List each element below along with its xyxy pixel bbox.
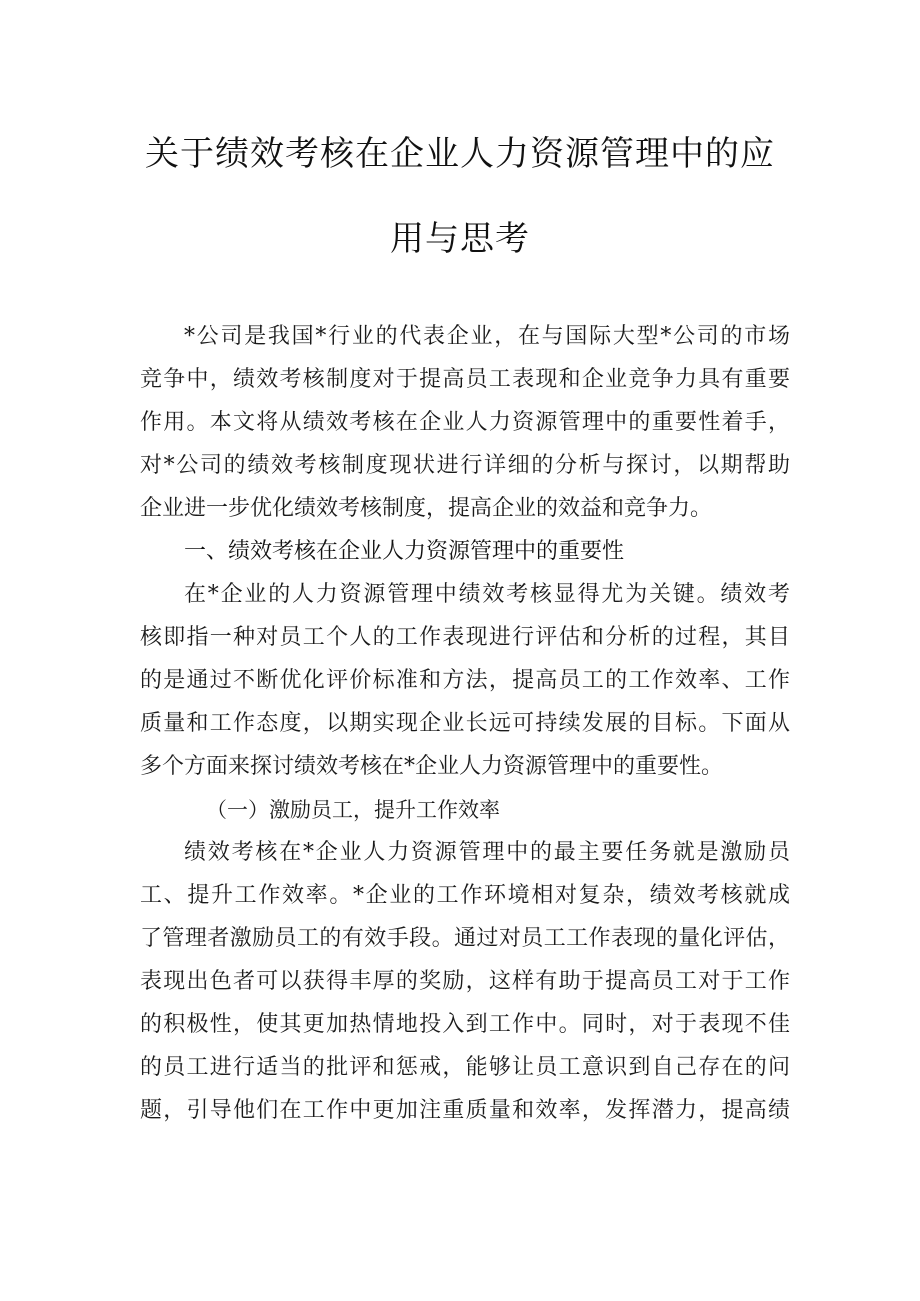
intro-line: 作用。本文将从绩效考核在企业人力资源管理中的重要性着手， [140,410,790,435]
subsection-line: 的积极性，使其更加热情地投入到工作中。同时，对于表现不佳 [140,1012,790,1037]
subsection-line: 绩效考核在*企业人力资源管理中的最主要任务就是激励员 [184,840,790,865]
section-line: 质量和工作态度，以期实现企业长远可持续发展的目标。下面从 [140,711,790,736]
subsection-heading: （一）激励员工，提升工作效率 [206,798,500,822]
intro-line: 企业进一步优化绩效考核制度，提高企业的效益和竞争力。 [140,496,713,521]
document-title-line-1: 关于绩效考核在企业人力资源管理中的应 [145,134,775,174]
subsection-line: 了管理者激励员工的有效手段。通过对员工工作表现的量化评估， [140,926,790,951]
document-title-line-2: 用与思考 [390,219,530,259]
subsection-line: 的员工进行适当的批评和惩戒，能够让员工意识到自己存在的问 [140,1055,790,1080]
intro-line: 竞争中，绩效考核制度对于提高员工表现和企业竞争力具有重要 [140,367,790,392]
section-heading: 一、绩效考核在企业人力资源管理中的重要性 [184,539,625,564]
subsection-line: 题，引导他们在工作中更加注重质量和效率，发挥潜力，提高绩 [140,1098,790,1123]
intro-line: 对*公司的绩效考核制度现状进行详细的分析与探讨，以期帮助 [140,453,790,478]
intro-line: *公司是我国*行业的代表企业，在与国际大型*公司的市场 [184,324,790,349]
section-line: 的是通过不断优化评价标准和方法，提高员工的工作效率、工作 [140,668,790,693]
subsection-line: 表现出色者可以获得丰厚的奖励，这样有助于提高员工对于工作 [140,969,790,994]
section-line: 多个方面来探讨绩效考核在*企业人力资源管理中的重要性。 [140,754,724,779]
subsection-line: 工、提升工作效率。*企业的工作环境相对复杂，绩效考核就成 [140,883,790,908]
section-line: 核即指一种对员工个人的工作表现进行评估和分析的过程，其目 [140,625,790,650]
section-line: 在*企业的人力资源管理中绩效考核显得尤为关键。绩效考 [184,582,790,607]
